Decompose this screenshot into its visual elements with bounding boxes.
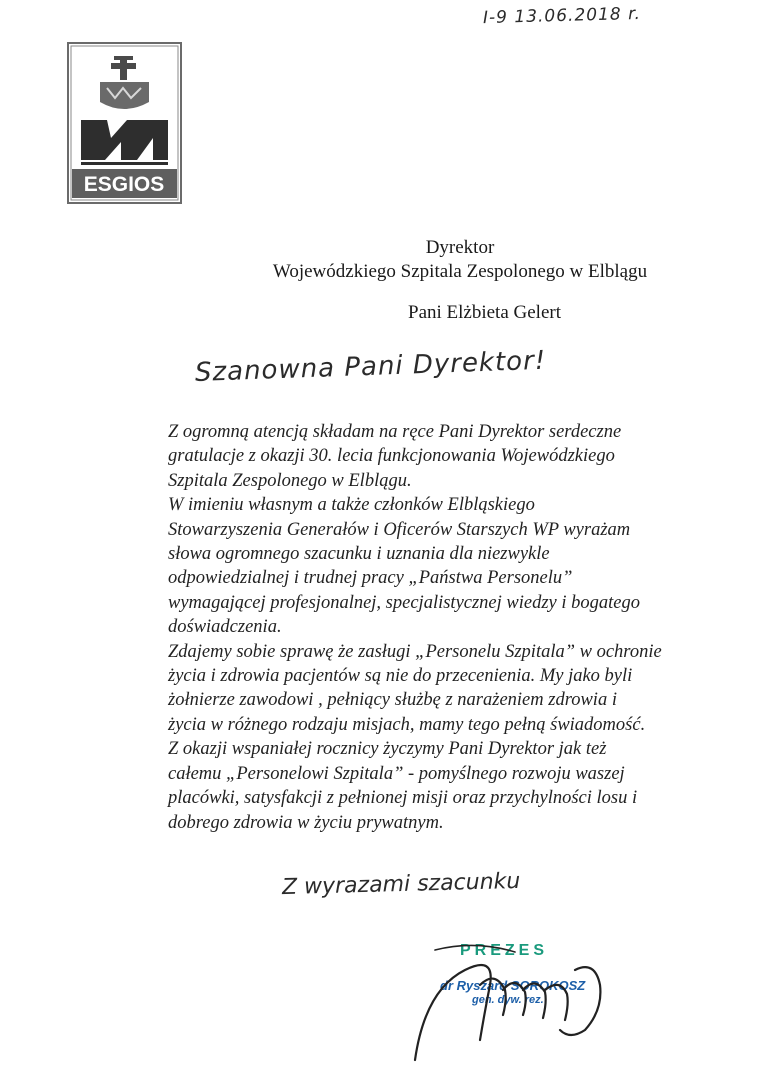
logo-text: ESGIOS bbox=[83, 173, 165, 196]
body-line: życia i zdrowia pacjentów są nie do przecenienia. My jako byli bbox=[168, 666, 633, 687]
body-line: całemu „Personelowi Szpitala” - pomyślnego rozwoju waszej bbox=[168, 763, 625, 784]
handwritten-signature bbox=[395, 930, 635, 1070]
stamp-name: dr Ryszard SOROKOSZ bbox=[440, 978, 586, 993]
stamp-rank: gen. dyw. rez. bbox=[472, 994, 544, 1006]
esgios-logo bbox=[67, 42, 182, 204]
addressee-title: Dyrektor bbox=[425, 237, 495, 258]
body-line: gratulacje z okazji 30. lecia funkcjonowania Wojewódzkiego bbox=[168, 446, 615, 467]
stamp-title: PREZES bbox=[460, 942, 549, 959]
addressee-block bbox=[200, 236, 720, 284]
body-line: odpowiedzialnej i trudnej pracy „Państwa Personelu” bbox=[168, 568, 573, 589]
body-line: Stowarzyszenia Generałów i Oficerów Starszych WP wyrażam bbox=[168, 519, 631, 540]
recipient-name: Pani Elżbieta Gelert bbox=[408, 302, 561, 323]
body-line: dobrego zdrowia w życiu prywatnym. bbox=[168, 812, 444, 833]
body-line: doświadczenia. bbox=[168, 617, 282, 638]
body-line: W imieniu własnym a także członków Elbląskiego bbox=[168, 495, 535, 516]
body-line: placówki, satysfakcji z pełnionej misji oraz przychylności losu i bbox=[168, 788, 638, 809]
letter-body bbox=[168, 420, 743, 835]
body-line: wymagającej profesjonalnej, specjalistycznej wiedzy i bogatego bbox=[168, 592, 641, 613]
handwritten-closing: Z wyrazami szacunku bbox=[281, 868, 521, 901]
body-line: Zdajemy sobie sprawę że zasługi „Personelu Szpitala” w ochronie bbox=[168, 641, 662, 662]
handwritten-salutation: Szanowna Pani Dyrektor! bbox=[194, 345, 547, 388]
body-line: życia w różnego rodzaju misjach, mamy tego pełną świadomość. bbox=[168, 714, 646, 735]
handwritten-date: I-9 13.06.2018 r. bbox=[482, 3, 642, 29]
body-line: Szpitala Zespolonego w Elblągu. bbox=[168, 470, 412, 491]
body-line: Z okazji wspaniałej rocznicy życzymy Pani Dyrektor jak też bbox=[168, 739, 607, 760]
body-line: żołnierze zawodowi , pełniący służbę z narażeniem zdrowia i bbox=[168, 690, 617, 711]
body-line: Z ogromną atencją składam na ręce Pani Dyrektor serdeczne bbox=[168, 422, 622, 442]
addressee-institution: Wojewódzkiego Szpitala Zespolonego w Elblągu bbox=[272, 261, 648, 282]
body-line: słowa ogromnego szacunku i uznania dla niezwykle bbox=[168, 544, 550, 565]
